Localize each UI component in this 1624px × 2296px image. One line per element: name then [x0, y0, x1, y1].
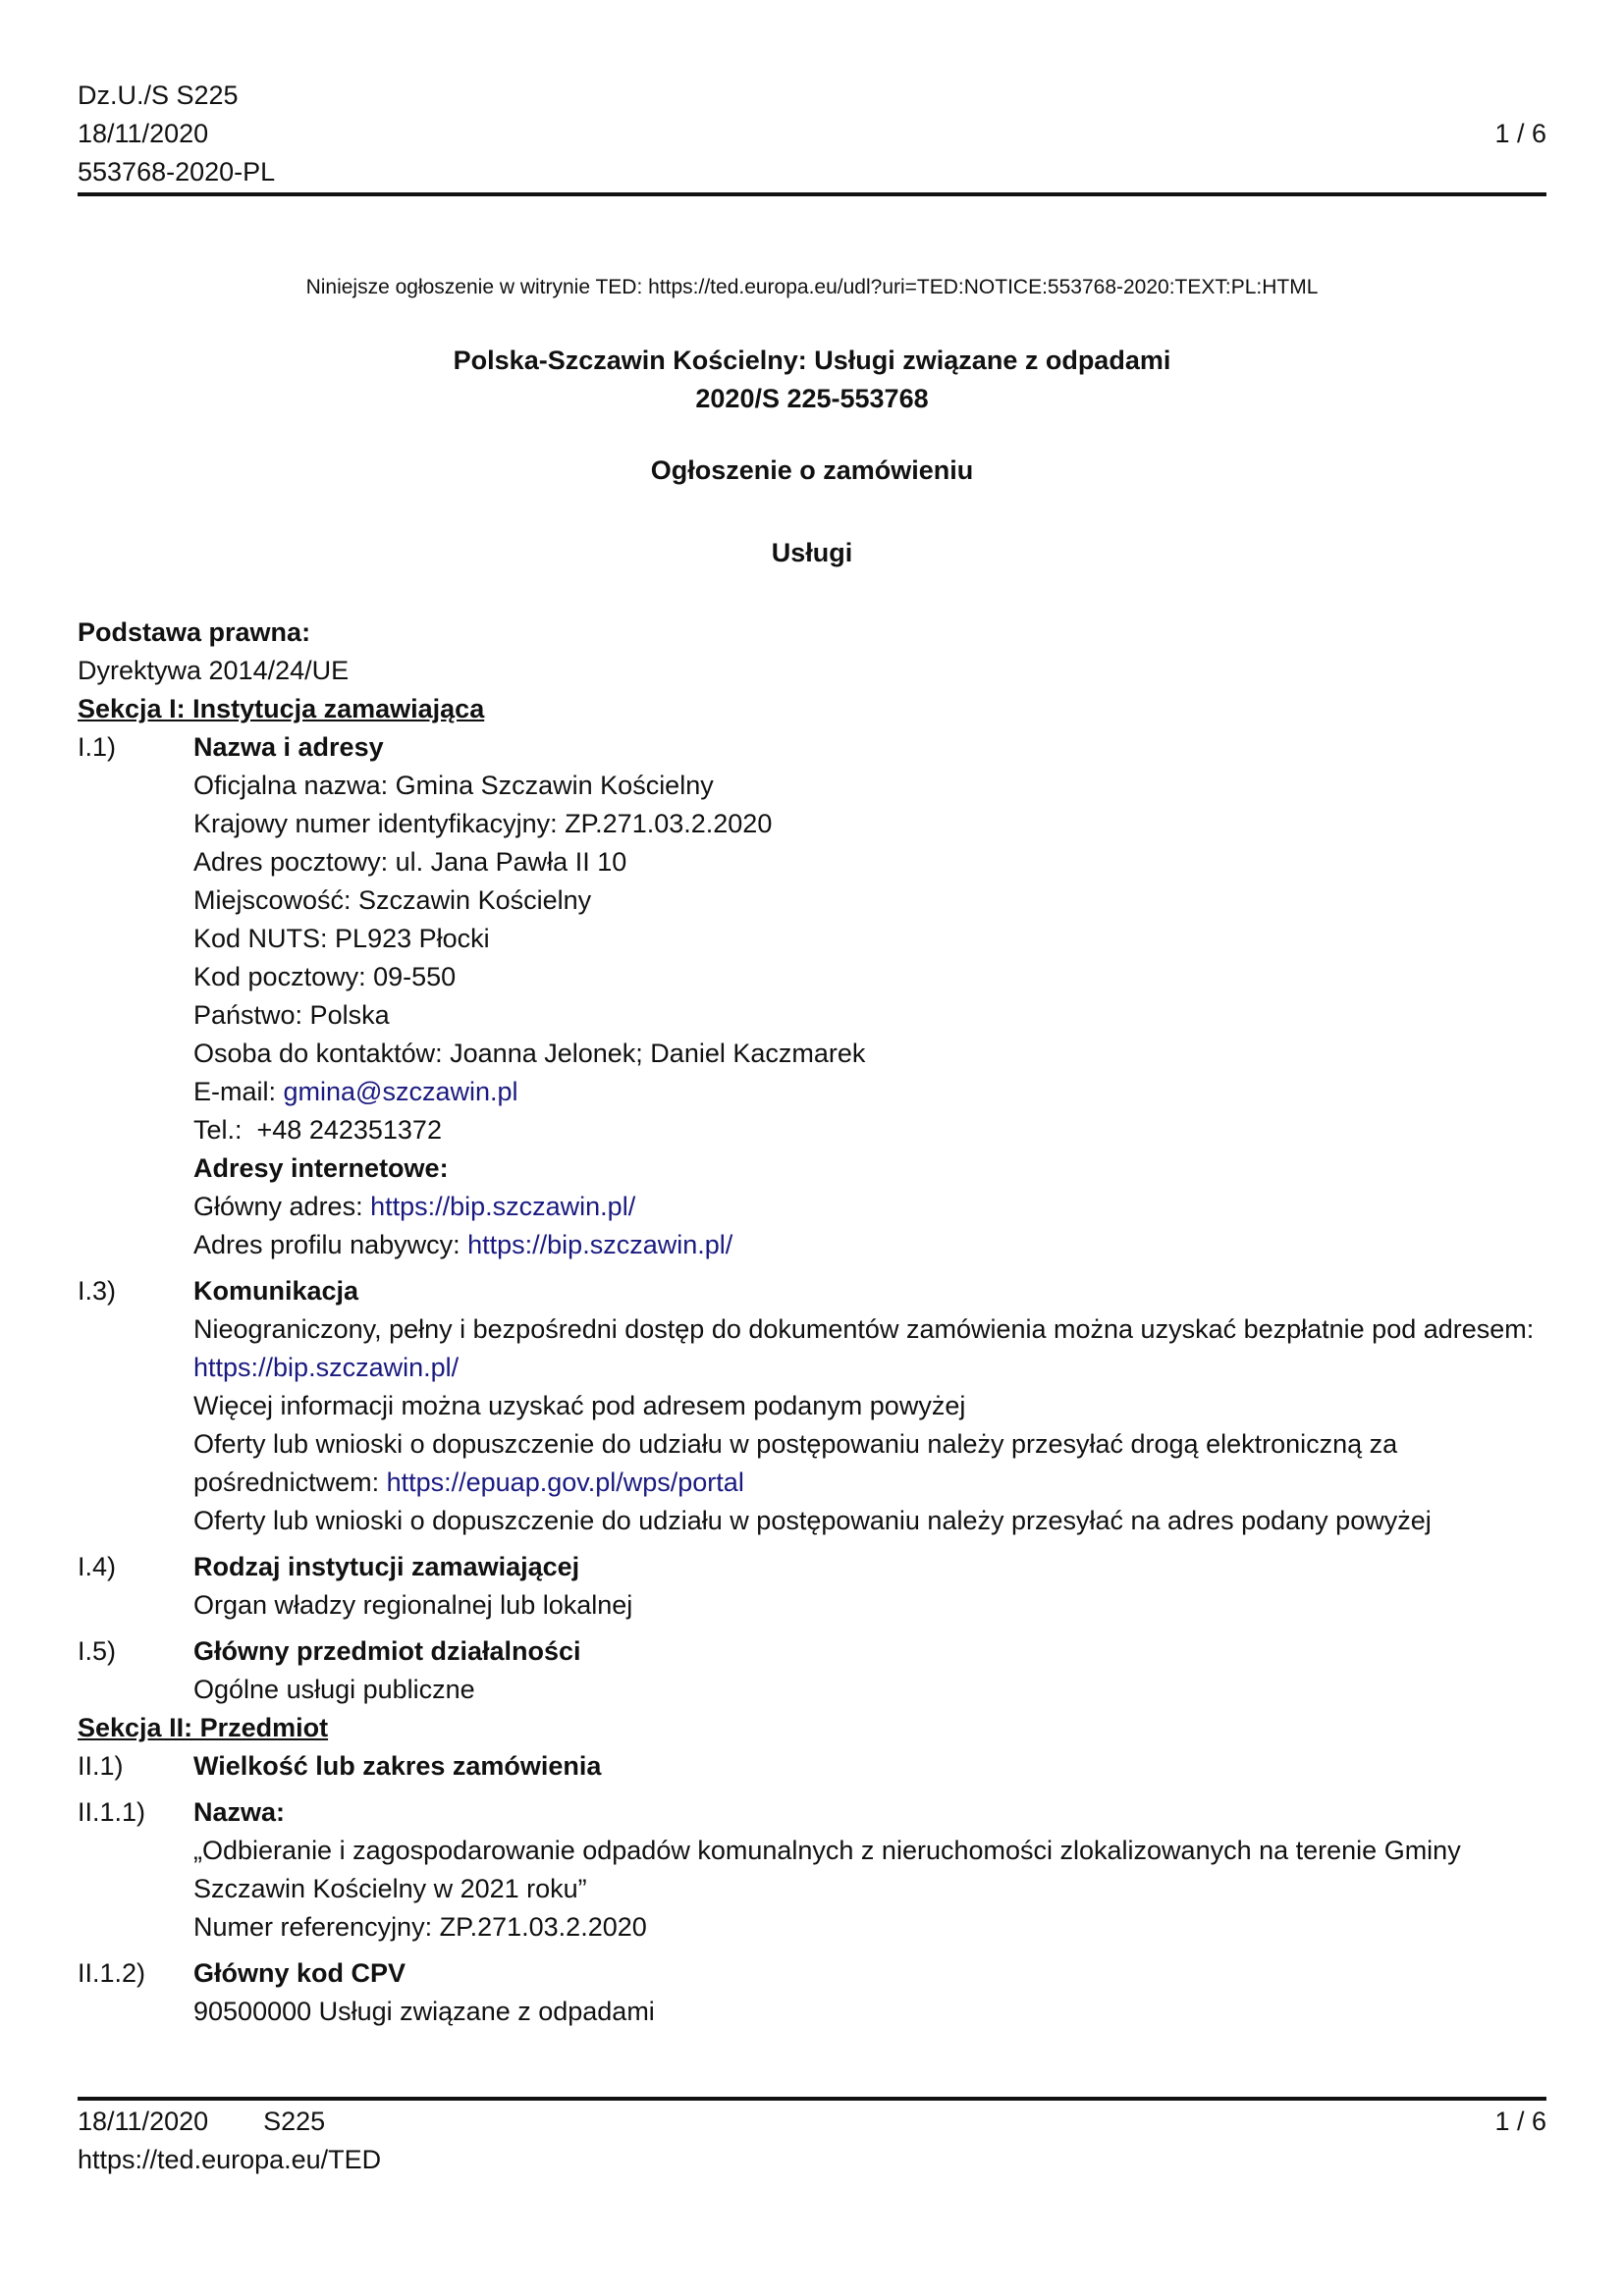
item-heading: Główny przedmiot działalności: [193, 1636, 581, 1666]
item-number: II.1.2): [78, 1958, 146, 1988]
footer-date: 18/11/2020: [78, 2107, 209, 2136]
postal-code: Kod pocztowy: 09-550: [193, 962, 457, 991]
footer-series: S225: [263, 2107, 326, 2136]
item-value: Ogólne usługi publiczne: [193, 1675, 475, 1704]
notice-title: Polska-Szczawin Kościelny: Usługi związane z odpadami: [453, 346, 1171, 375]
official-name: Oficjalna nazwa: Gmina Szczawin Kościelny: [193, 771, 714, 800]
country: Państwo: Polska: [193, 1000, 390, 1030]
main-address-link[interactable]: https://bip.szczawin.pl/: [370, 1192, 636, 1221]
item-number: I.4): [78, 1552, 117, 1581]
journal-ref: Dz.U./S S225: [78, 80, 239, 110]
national-id: Krajowy numer identyfikacyjny: ZP.271.03.2.2020: [193, 809, 773, 838]
item-i4: [78, 1548, 1546, 1625]
electronic-submission: [193, 1425, 1546, 1502]
document-access-link[interactable]: https://bip.szczawin.pl/: [193, 1353, 460, 1382]
main-address-line: [193, 1188, 1546, 1226]
address-submission: Oferty lub wnioski o dopuszczenie do udziału w postępowaniu należy przesyłać na adres podany powyżej: [193, 1506, 1432, 1535]
email-label: E-mail:: [193, 1077, 284, 1106]
item-heading: Nazwa i adresy: [193, 732, 384, 762]
notice-number: 2020/S 225-553768: [695, 384, 929, 413]
buyer-profile-line: [193, 1226, 1546, 1264]
contract-name: „Odbieranie i zagospodarowanie odpadów komunalnych z nieruchomości zlokalizowanych na terenie Gminy Szczawin Kościelny w 2021 roku”: [193, 1836, 1461, 1903]
contact-persons: Osoba do kontaktów: Joanna Jelonek; Daniel Kaczmarek: [193, 1039, 866, 1068]
item-heading: Wielkość lub zakres zamówienia: [193, 1751, 602, 1781]
email-link[interactable]: gmina@szczawin.pl: [283, 1077, 518, 1106]
buyer-profile-label: Adres profilu nabywcy:: [193, 1230, 468, 1259]
reference-number: Numer referencyjny: ZP.271.03.2.2020: [193, 1912, 647, 1942]
item-ii11: [78, 1793, 1546, 1947]
item-number: I.1): [78, 732, 117, 762]
item-number: I.5): [78, 1636, 117, 1666]
item-number: II.1): [78, 1751, 124, 1781]
main-address-label: Główny adres:: [193, 1192, 371, 1221]
ted-notice-url[interactable]: Niniejsze ogłoszenie w witrynie TED: https://ted.europa.eu/udl?uri=TED:NOTICE:553768-2020:TEXT:PL:HTML: [305, 276, 1319, 298]
item-ii12: [78, 1954, 1546, 2031]
electronic-submission-link[interactable]: https://epuap.gov.pl/wps/portal: [386, 1468, 744, 1497]
cpv-code: 90500000 Usługi związane z odpadami: [193, 1997, 655, 2026]
document-access: [193, 1310, 1546, 1387]
item-number: I.3): [78, 1276, 117, 1306]
item-heading: Nazwa:: [193, 1797, 286, 1827]
legal-basis-value: Dyrektywa 2014/24/UE: [78, 656, 350, 685]
item-i3: [78, 1272, 1546, 1540]
buyer-profile-link[interactable]: https://bip.szczawin.pl/: [467, 1230, 733, 1259]
footer-url[interactable]: https://ted.europa.eu/TED: [78, 2145, 382, 2174]
town: Miejscowość: Szczawin Kościelny: [193, 885, 592, 915]
footer-page-number: 1 / 6: [1494, 2107, 1546, 2136]
notice-body: [78, 614, 1546, 2031]
header-page-number: 1 / 6: [1494, 119, 1546, 148]
item-i1: [78, 728, 1546, 1264]
footer-date-line: [78, 2103, 1546, 2141]
item-heading: Komunikacja: [193, 1276, 359, 1306]
header-rule: [78, 192, 1546, 196]
telephone: Tel.: +48 242351372: [193, 1115, 442, 1145]
legal-basis-label: Podstawa prawna:: [78, 617, 311, 647]
header-date: 18/11/2020: [78, 119, 209, 148]
postal-address: Adres pocztowy: ul. Jana Pawła II 10: [193, 847, 627, 877]
nuts-code: Kod NUTS: PL923 Płocki: [193, 924, 490, 953]
notice-id: 553768-2020-PL: [78, 157, 276, 187]
notice-type: Ogłoszenie o zamówieniu: [650, 455, 974, 485]
notice-category: Usługi: [771, 538, 853, 567]
section-1-title: Sekcja I: Instytucja zamawiająca: [78, 694, 485, 723]
item-value: Organ władzy regionalnej lub lokalnej: [193, 1590, 633, 1620]
item-heading: Rodzaj instytucji zamawiającej: [193, 1552, 580, 1581]
item-ii1: [78, 1747, 1546, 1786]
more-info: Więcej informacji można uzyskać pod adresem podanym powyżej: [193, 1391, 966, 1420]
page-header: [78, 77, 1546, 191]
footer-rule: [78, 2097, 1546, 2101]
page-footer: [78, 2103, 1546, 2179]
item-i5: [78, 1632, 1546, 1709]
item-number: II.1.1): [78, 1797, 146, 1827]
internet-addresses-heading: Adresy internetowe:: [193, 1153, 449, 1183]
section-2-title: Sekcja II: Przedmiot: [78, 1713, 329, 1742]
email-line: [193, 1073, 1546, 1111]
electronic-submission-text: Oferty lub wnioski o dopuszczenie do udziału w postępowaniu należy przesyłać drogą elektroniczną za pośrednictwem:: [193, 1429, 1398, 1497]
document-access-text: Nieograniczony, pełny i bezpośredni dostęp do dokumentów zamówienia można uzyskać bezpłatnie pod adresem:: [193, 1314, 1535, 1344]
item-heading: Główny kod CPV: [193, 1958, 406, 1988]
